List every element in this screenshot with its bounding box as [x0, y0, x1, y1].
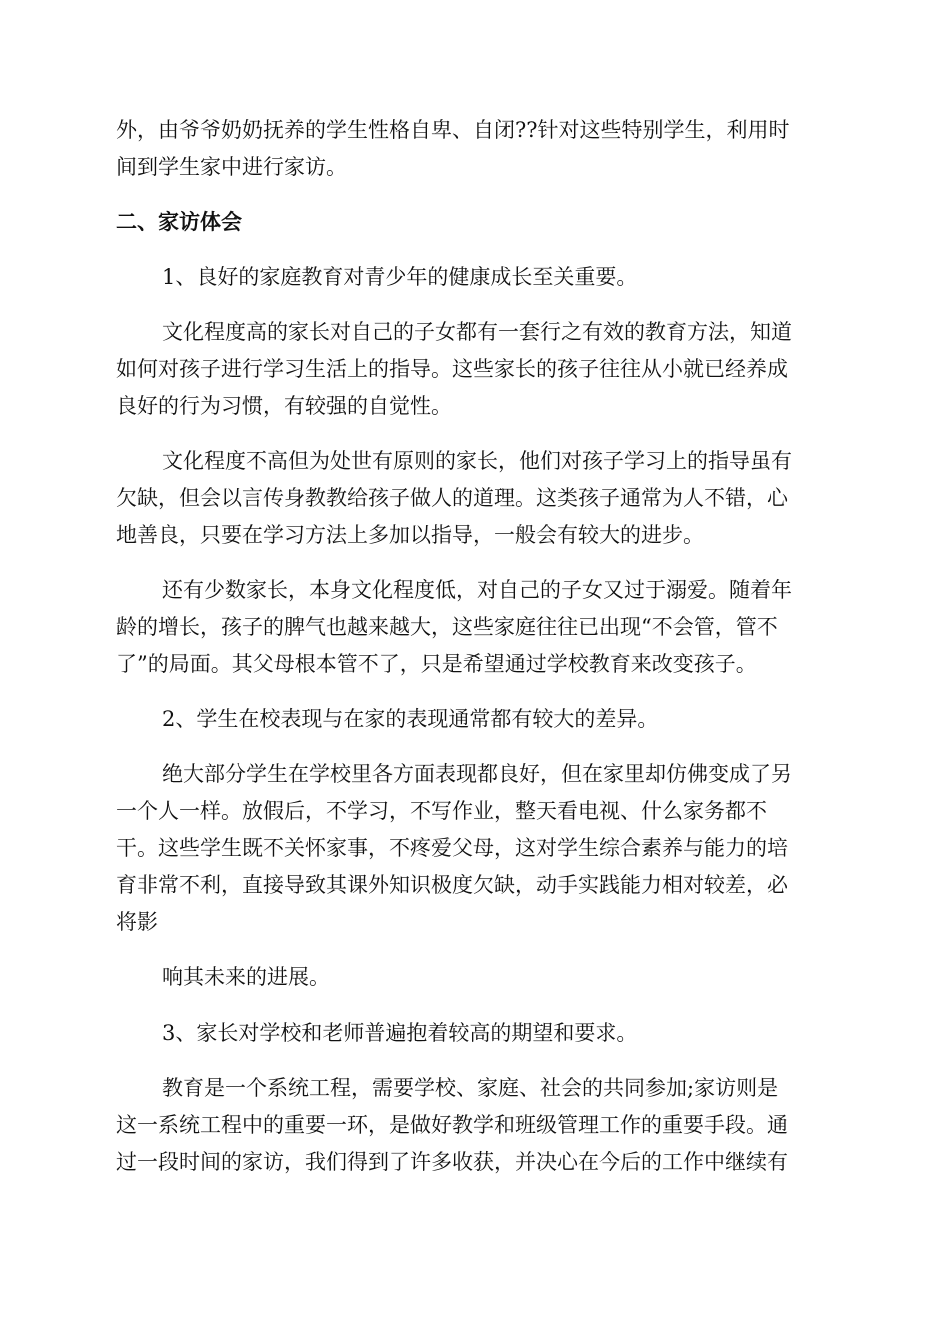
line-text: 教育是一个系统工程，需要学校、家庭、社会的共同参加;家访则是	[162, 1076, 779, 1100]
line-text: 文化程度高的家长对自己的子女都有一套行之有效的教育方法，知道	[162, 320, 792, 344]
line-text: 过一段时间的家访，我们得到了许多收获，并决心在今后的工作中继续有	[116, 1150, 788, 1174]
line-text: 如何对孩子进行学习生活上的指导。这些家长的孩子往往从小就已经养成	[116, 357, 788, 381]
line-text: 这一系统工程中的重要一环，是做好教学和班级管理工作的重要手段。通	[116, 1113, 788, 1137]
line-text: 欠缺，但会以言传身教教给孩子做人的道理。这类孩子通常为人不错，心	[116, 486, 788, 510]
text-line	[0, 443, 950, 479]
text-line	[0, 830, 950, 866]
heading-text: 二、家访体会	[116, 209, 242, 234]
text-line	[0, 480, 950, 516]
line-text: 地善良，只要在学习方法上多加以指导，一般会有较大的进步。	[116, 523, 704, 547]
line-text: 还有少数家长，本身文化程度低，对自己的子女又过于溺爱。随着年	[162, 578, 792, 602]
text-line	[0, 867, 950, 903]
line-text: 育非常不利，直接导致其课外知识极度欠缺，动手实践能力相对较差，必	[116, 873, 788, 897]
line-text: 一个人一样。放假后，不学习，不写作业，整天看电视、什么家务都不	[116, 799, 767, 823]
section-heading	[0, 204, 950, 240]
line-text: 间到学生家中进行家访。	[116, 155, 347, 179]
text-line	[0, 388, 950, 424]
text-line	[0, 112, 950, 148]
line-text: 干。这些学生既不关怀家事，不疼爱父母，这对学生综合素养与能力的培	[116, 836, 788, 860]
text-line	[0, 517, 950, 553]
line-text: 绝大部分学生在学校里各方面表现都良好，但在家里却仿佛变成了另	[162, 762, 792, 786]
line-text: 将影	[116, 910, 158, 934]
text-line	[0, 904, 950, 940]
text-line	[0, 1144, 950, 1180]
text-line	[0, 1107, 950, 1143]
text-line	[0, 646, 950, 682]
line-text: 外，由爷爷奶奶抚养的学生性格自卑、自闭??针对这些特别学生，利用时	[116, 118, 790, 142]
subheading	[0, 701, 950, 737]
line-text: 龄的增长，孩子的脾气也越来越大，这些家庭往往已出现“不会管，管不	[116, 615, 778, 639]
line-text: 2、学生在校表现与在家的表现通常都有较大的差异。	[162, 707, 659, 731]
text-line	[0, 959, 950, 995]
line-text: 文化程度不高但为处世有原则的家长，他们对孩子学习上的指导虽有	[162, 449, 792, 473]
line-text: 了”的局面。其父母根本管不了，只是希望通过学校教育来改变孩子。	[116, 652, 757, 676]
text-line	[0, 149, 950, 185]
text-line	[0, 793, 950, 829]
line-text: 1、良好的家庭教育对青少年的健康成长至关重要。	[162, 265, 638, 289]
line-text: 响其未来的进展。	[162, 965, 330, 989]
line-text: 良好的行为习惯，有较强的自觉性。	[116, 394, 452, 418]
text-line	[0, 756, 950, 792]
text-line	[0, 351, 950, 387]
text-line	[0, 572, 950, 608]
line-text: 3、家长对学校和老师普遍抱着较高的期望和要求。	[162, 1021, 638, 1045]
text-line	[0, 1070, 950, 1106]
subheading	[0, 1015, 950, 1051]
text-line	[0, 609, 950, 645]
subheading	[0, 259, 950, 295]
text-line	[0, 314, 950, 350]
